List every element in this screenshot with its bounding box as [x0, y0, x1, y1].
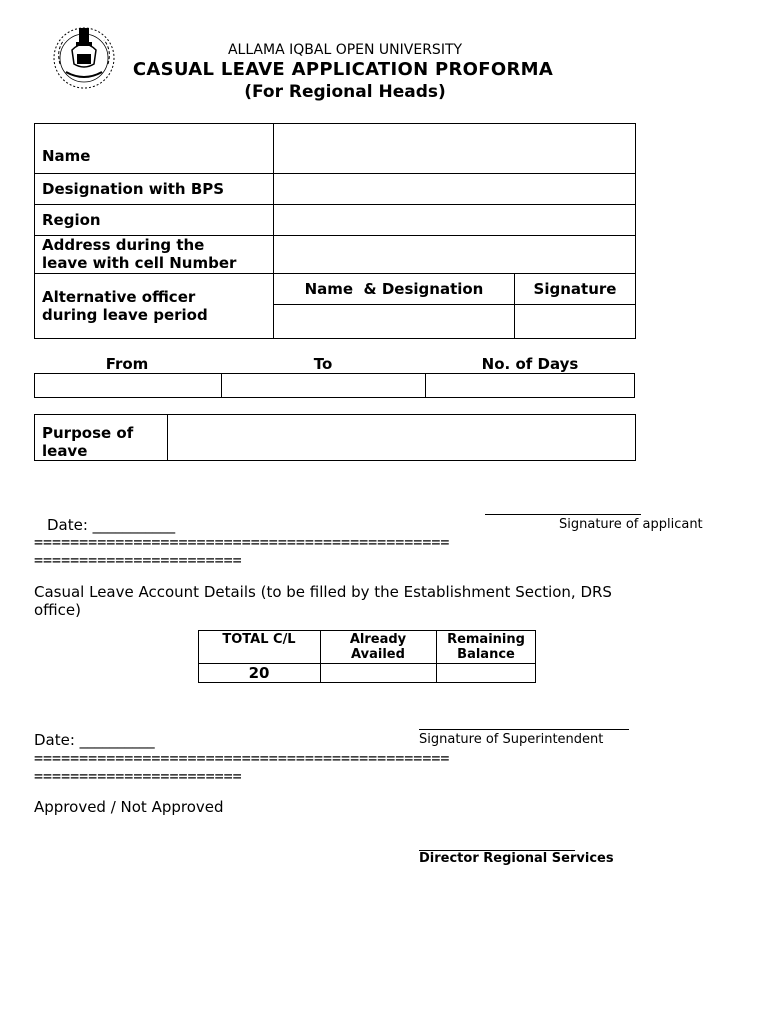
no-of-days-label: No. of Days — [481, 355, 579, 373]
from-field[interactable] — [34, 373, 222, 398]
alt-signature-field[interactable] — [515, 305, 635, 338]
divider-line-1b: ======================= — [34, 551, 242, 569]
approval-status-label: Approved / Not Approved — [34, 798, 224, 816]
alt-signature-header: Signature — [533, 280, 617, 298]
name-label: Name — [42, 147, 91, 165]
divider-line-1a: ============================================== — [34, 533, 450, 551]
alt-officer-label-line-1: Alternative officer — [42, 288, 196, 306]
already-availed-header-line-1: Already — [349, 632, 407, 647]
remaining-balance-header-line-2: Balance — [457, 647, 515, 662]
already-availed-header-line-2: Availed — [351, 647, 405, 662]
address-label-line-1: Address during the — [42, 236, 205, 254]
region-label: Region — [42, 211, 101, 229]
address-field[interactable] — [274, 236, 635, 273]
applicant-signature-line — [485, 514, 641, 515]
alt-name-designation-header: Name & Designation — [304, 280, 484, 298]
alt-officer-label-line-2: during leave period — [42, 306, 208, 324]
applicant-date-label: Date: ___________ — [47, 516, 176, 534]
superintendent-signature-line — [419, 729, 629, 730]
purpose-field[interactable] — [168, 415, 635, 460]
from-label: From — [105, 355, 149, 373]
superintendent-date-label: Date: __________ — [34, 731, 155, 749]
to-field[interactable] — [221, 373, 426, 398]
total-cl-header: TOTAL C/L — [222, 632, 296, 647]
purpose-label-line-1: Purpose of — [42, 424, 134, 442]
form-subtitle: (For Regional Heads) — [244, 82, 446, 102]
remaining-balance-field[interactable] — [437, 664, 535, 682]
total-cl-value: 20 — [248, 664, 270, 682]
account-heading-line-1: Casual Leave Account Details (to be filled by the Establishment Section, DRS — [34, 583, 612, 601]
purpose-label-line-2: leave — [42, 442, 88, 460]
superintendent-signature-label: Signature of Superintendent — [419, 732, 604, 747]
region-field[interactable] — [274, 205, 635, 235]
remaining-balance-header-line-1: Remaining — [447, 632, 525, 647]
university-name: ALLAMA IQBAL OPEN UNIVERSITY — [227, 42, 463, 58]
already-availed-header — [320, 632, 436, 662]
already-availed-field[interactable] — [321, 664, 436, 682]
divider-line-2a: ============================================== — [34, 749, 450, 767]
no-of-days-field[interactable] — [425, 373, 635, 398]
to-label: To — [313, 355, 333, 373]
form-title: CASUAL LEAVE APPLICATION PROFORMA — [132, 59, 554, 80]
director-label: Director Regional Services — [419, 851, 614, 866]
designation-field[interactable] — [274, 174, 635, 204]
address-label-line-2: leave with cell Number — [42, 254, 237, 272]
university-logo-icon — [46, 20, 122, 96]
remaining-balance-header — [436, 632, 536, 662]
alt-name-designation-field[interactable] — [274, 305, 514, 338]
designation-label: Designation with BPS — [42, 180, 225, 198]
account-heading-line-2: office) — [34, 601, 82, 619]
divider-line-2b: ======================= — [34, 767, 242, 785]
applicant-signature-label: Signature of applicant — [559, 517, 703, 532]
name-field[interactable] — [274, 124, 635, 173]
